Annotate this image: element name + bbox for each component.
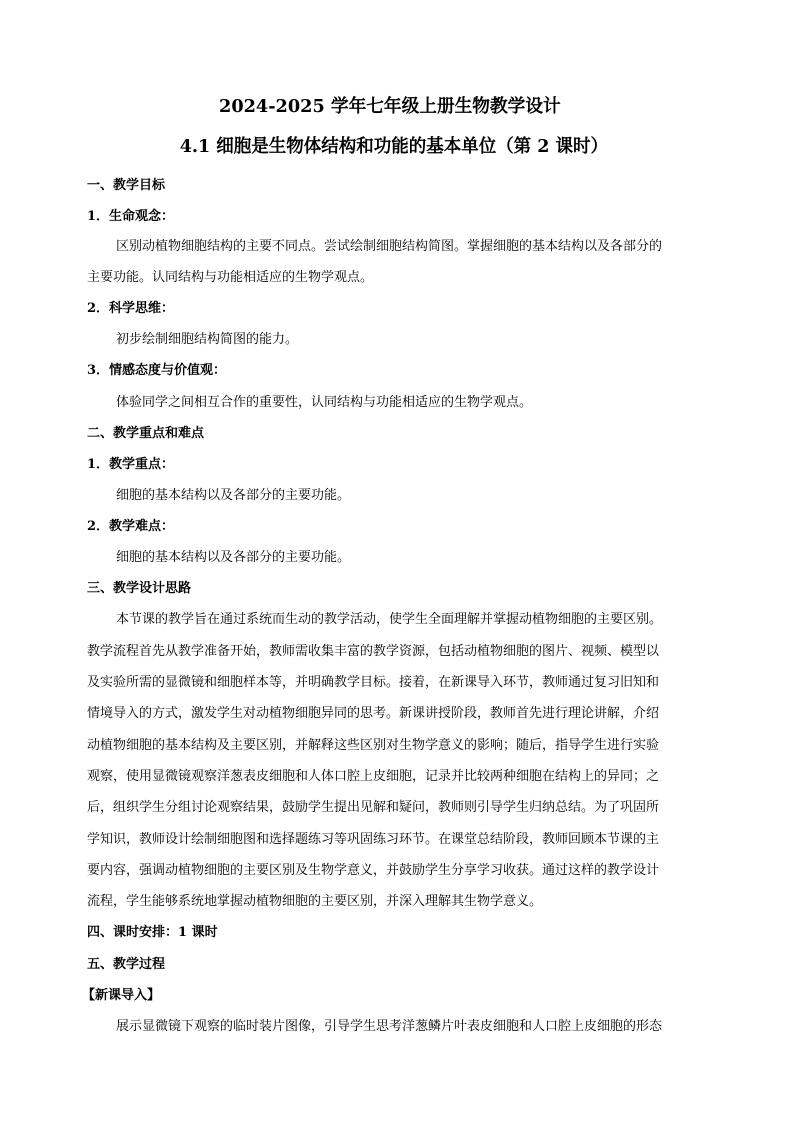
paragraph-line: 主要功能。认同结构与功能相适应的生物学观点。 [87,270,374,285]
paragraph-line: 情境导入的方式，激发学生对动植物细胞异同的思考。新课讲授阶段，教师首先进行理论讲解，介绍 [87,706,660,721]
subheading-attitudes-values: 3．情感态度与价值观： [87,363,227,378]
paragraph-line: 区别动植物细胞结构的主要不同点。尝试绘制细胞结构简图。掌握细胞的基本结构以及各部分的 [116,239,663,254]
paragraph-line: 教学流程首先从教学准备开始，教师需收集丰富的教学资源，包括动植物细胞的图片、视频、模型以 [87,644,660,659]
lesson-subtitle: 4.1 细胞是生物体结构和功能的基本单位（第 2 课时） [179,136,609,157]
paragraph-line: 观察，使用显微镜观察洋葱表皮细胞和人体口腔上皮细胞，记录并比较两种细胞在结构上的异同；之 [87,769,660,784]
paragraph-line: 初步绘制细胞结构简图的能力。 [116,332,299,347]
subheading-scientific-thinking: 2．科学思维： [87,301,175,316]
paragraph-line: 本节课的教学旨在通过系统而生动的教学活动，使学生全面理解并掌握动植物细胞的主要区别。 [116,612,663,627]
paragraph-line: 细胞的基本结构以及各部分的主要功能。 [116,488,351,503]
section-heading-objectives: 一、教学目标 [87,178,166,193]
section-heading-process: 五、教学过程 [87,957,166,972]
subheading-teaching-focus: 1．教学重点： [87,457,175,472]
paragraph-line: 展示显微镜下观察的临时装片图像，引导学生思考洋葱鳞片叶表皮细胞和人口腔上皮细胞的形态 [116,1019,663,1034]
document-title: 2024-2025 学年七年级上册生物教学设计 [219,96,561,117]
subheading-new-lesson-intro: 【新课导入】 [82,988,161,1003]
paragraph-line: 流程，学生能够系统地掌握动植物细胞的主要区别，并深入理解其生物学意义。 [87,894,543,909]
paragraph-line: 要内容，强调动植物细胞的主要区别及生物学意义，并鼓励学生分享学习收获。通过这样的教学设计 [87,863,660,878]
subheading-teaching-difficulty: 2．教学难点： [87,519,175,534]
subheading-life-concept: 1．生命观念： [87,209,175,224]
paragraph-line: 学知识，教师设计绘制细胞图和选择题练习等巩固练习环节。在课堂总结阶段，教师回顾本节课的主 [87,832,660,847]
paragraph-line: 体验同学之间相互合作的重要性，认同结构与功能相适应的生物学观点。 [116,395,533,410]
section-heading-key-points: 二、教学重点和难点 [87,426,205,441]
section-heading-design-ideas: 三、教学设计思路 [87,581,192,596]
section-heading-schedule: 四、课时安排：1 课时 [87,925,218,940]
paragraph-line: 动植物细胞的基本结构及主要区别，并解释这些区别对生物学意义的影响；随后，指导学生进行实验 [87,738,660,753]
paragraph-line: 细胞的基本结构以及各部分的主要功能。 [116,550,351,565]
paragraph-line: 及实验所需的显微镜和细胞样本等，并明确教学目标。接着，在新课导入环节，教师通过复习旧知和 [87,675,660,690]
paragraph-line: 后，组织学生分组讨论观察结果，鼓励学生提出见解和疑问，教师则引导学生归纳总结。为了巩固所 [87,800,660,815]
